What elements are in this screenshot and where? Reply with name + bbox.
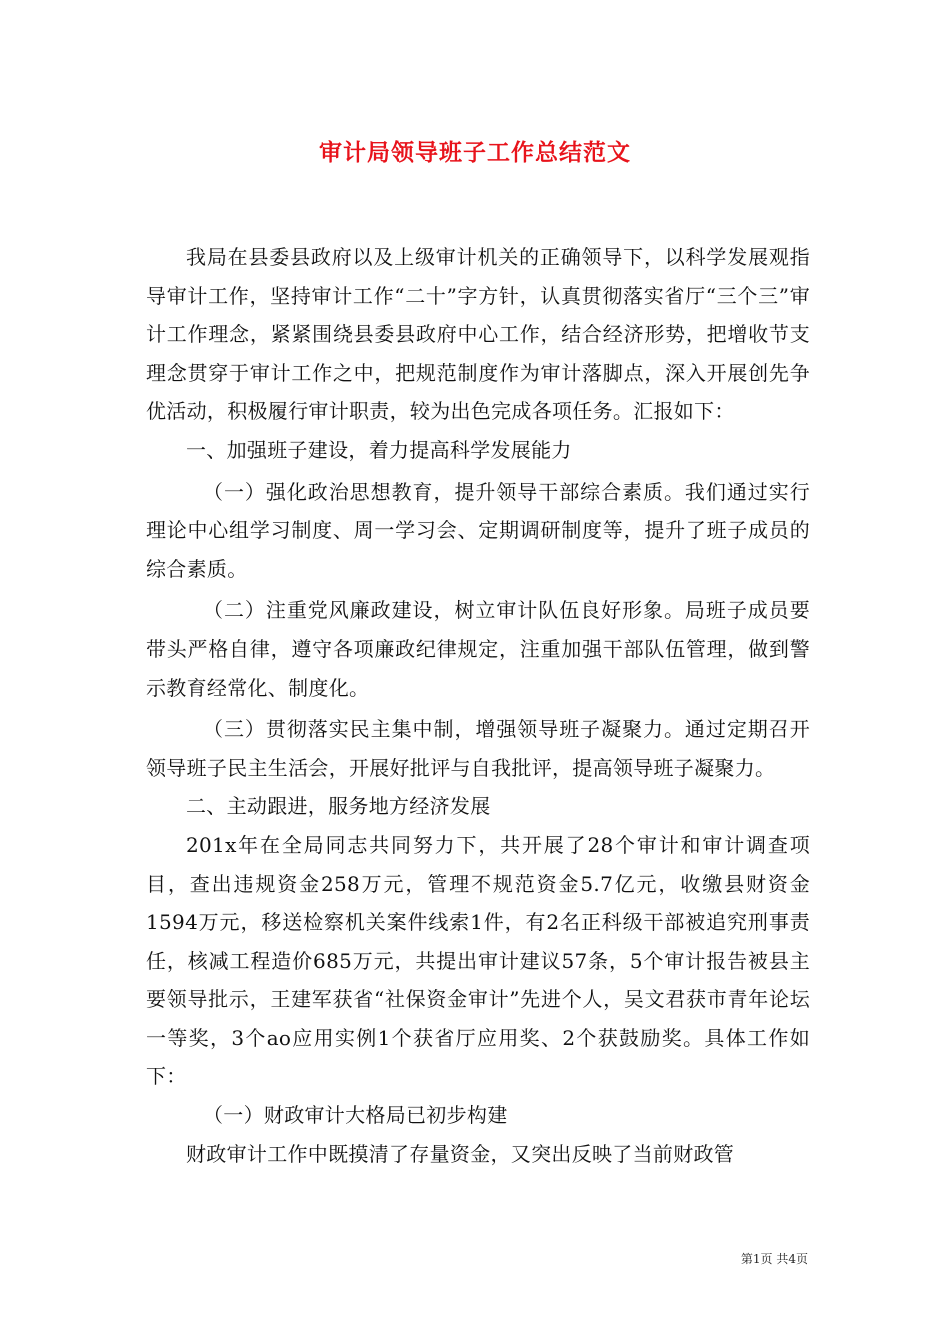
page-number: 第1页 共4页: [740, 1252, 808, 1266]
intro-paragraph: 我局在县委县政府以及上级审计机关的正确领导下，以科学发展观指导审计工作，坚持审计工作“二十”字方针，认真贯彻落实省厅“三个三”审计工作理念，紧紧围绕县委县政府中心工作，结合经济形势，把增收节支理念贯穿于审计工作之中，把规范制度作为审计落脚点，深入开展创先争优活动，积极履行审计职责，较为出色完成各项任务。汇报如下：: [146, 245, 810, 424]
document-body: [146, 238, 810, 1173]
summary-paragraph: 201x年在全局同志共同努力下，共开展了28个审计和审计调查项目，查出违规资金258万元，管理不规范资金5.7亿元，收缴县财资金1594万元，移送检察机关案件线索1件，有2名正科级干部被追究刑事责任，核减工程造价685万元，共提出审计建议57条，5个审计报告被县主要领导批示，王建军获省“社保资金审计”先进个人，吴文君获市青年论坛一等奖，3个ao应用实例1个获省厅应用奖、2个获鼓励奖。具体工作如下：: [146, 832, 810, 1089]
subsection-paragraph-3: （三）贯彻落实民主集中制，增强领导班子凝聚力。通过定期召开领导班子民主生活会，开展好批评与自我批评，提高领导班子凝聚力。: [146, 717, 810, 780]
subsection-heading-finance: （一）财政审计大格局已初步构建: [203, 1103, 508, 1128]
subsection-paragraph-2: （二）注重党风廉政建设，树立审计队伍良好形象。局班子成员要带头严格自律，遵守各项廉政纪律规定，注重加强干部队伍管理，做到警示教育经常化、制度化。: [146, 598, 810, 700]
section-heading-1: 一、加强班子建设，着力提高科学发展能力: [186, 437, 572, 462]
document-title: 审计局领导班子工作总结范文: [319, 139, 631, 166]
section-heading-2: 二、主动跟进，服务地方经济发展: [186, 794, 491, 819]
finance-paragraph: 财政审计工作中既摸清了存量资金，又突出反映了当前财政管: [186, 1141, 735, 1166]
subsection-paragraph-1: （一）强化政治思想教育，提升领导干部综合素质。我们通过实行理论中心组学习制度、周一学习会、定期调研制度等，提升了班子成员的综合素质。: [146, 479, 810, 581]
